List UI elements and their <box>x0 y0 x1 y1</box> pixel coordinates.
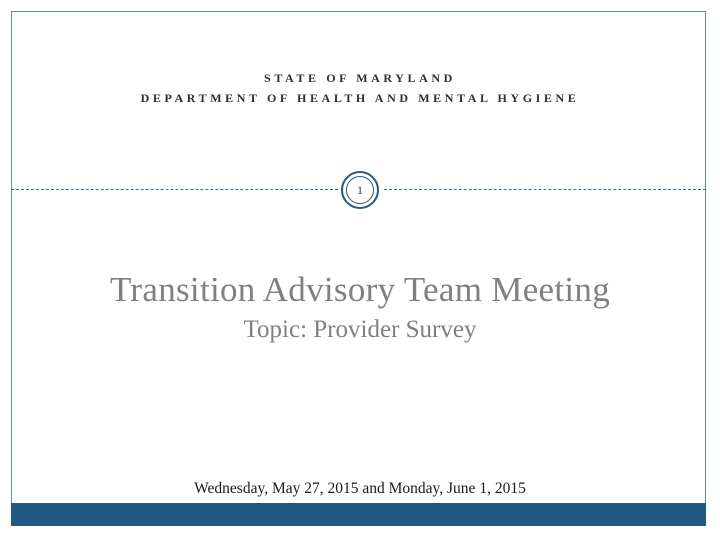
header-state: STATE OF MARYLAND <box>264 71 456 85</box>
footer-bar <box>11 503 706 526</box>
divider-right <box>384 189 706 190</box>
slide-title: Transition Advisory Team Meeting <box>109 270 611 309</box>
meeting-date: Wednesday, May 27, 2015 and Monday, June 1, 2015 <box>194 480 526 497</box>
divider-left <box>11 189 338 190</box>
slide-subtitle: Topic: Provider Survey <box>243 316 477 343</box>
slide-number-badge <box>341 171 379 209</box>
slide-frame <box>11 11 706 526</box>
header-department: DEPARTMENT OF HEALTH AND MENTAL HYGIENE <box>140 91 580 105</box>
slide-number: 1 <box>346 176 374 204</box>
